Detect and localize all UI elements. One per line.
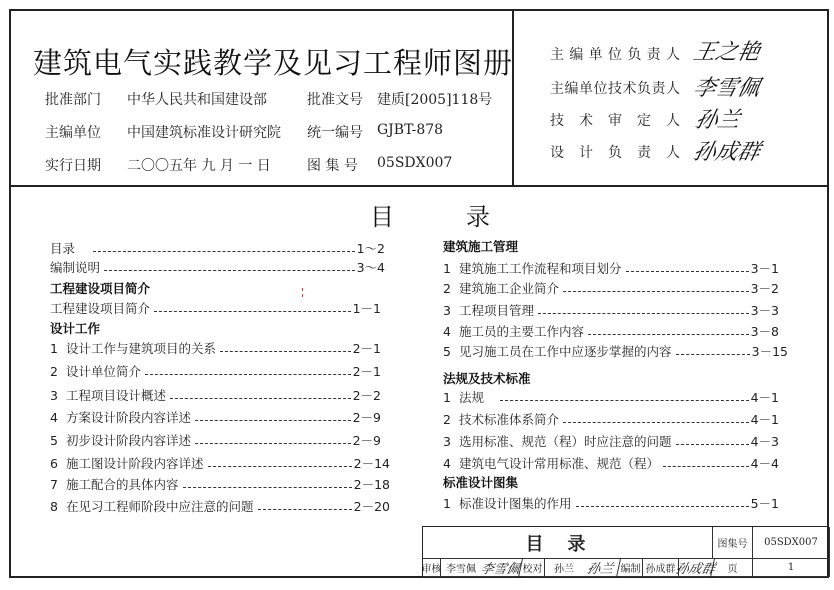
check-label: 校对: [521, 559, 545, 577]
leader-dots: [104, 270, 355, 271]
info-label: 实行日期: [45, 158, 101, 174]
toc-entry[interactable]: 4 建筑电气设计常用标准、规范（程） 4－4: [443, 456, 779, 471]
leader-dots: [145, 374, 351, 375]
info-value: 二〇〇五年 九 月 一 日: [127, 158, 271, 174]
review-signature: 李雪佩: [479, 559, 523, 577]
leader-dots: [170, 398, 351, 399]
info-label: 批准文号: [307, 92, 363, 108]
sheet-title: 目录: [423, 527, 713, 559]
toc-entry[interactable]: 1 法规 4－1: [443, 390, 779, 405]
toc-entry[interactable]: 1 标准设计图集的作用 5－1: [443, 496, 779, 511]
signature-tech-review: 孙兰: [692, 108, 743, 133]
draw-signature: 孙成群: [677, 559, 715, 577]
leader-dots: [183, 487, 352, 488]
info-value: 中华人民共和国建设部: [127, 92, 267, 108]
toc-entry[interactable]: 2 技术标准体系简介 4－1: [443, 412, 779, 427]
draw-label: 编制: [619, 559, 643, 577]
leader-dots: [626, 271, 749, 272]
toc-entry[interactable]: 4 方案设计阶段内容详述 2－9: [50, 410, 381, 425]
leader-dots: [563, 422, 749, 423]
page-number: 1: [753, 559, 830, 577]
toc-entry[interactable]: 工程建设项目简介 1－1: [50, 301, 381, 316]
leader-dots: [676, 354, 750, 355]
title-block: [9, 9, 514, 187]
info-label: 图 集 号: [307, 158, 358, 174]
sign-role-tech-review: 技 术 审 定 人: [550, 113, 680, 129]
leader-dots: [663, 466, 749, 467]
atlas-number-value: 05SDX007: [753, 527, 830, 559]
draw-name: 孙成群: [643, 559, 679, 577]
toc-section-heading: 建筑施工管理: [443, 239, 519, 254]
info-label: 批准部门: [45, 92, 101, 108]
drawing-titlebar: [422, 526, 829, 578]
toc-entry[interactable]: 3 工程项目管理 3－3: [443, 303, 779, 318]
info-value: 建质[2005]118号: [377, 92, 493, 108]
toc-entry[interactable]: 5 见习施工员在工作中应逐步掌握的内容 3－15: [443, 344, 788, 359]
info-value: 中国建筑标准设计研究院: [127, 125, 281, 141]
toc-title-left: 目: [370, 203, 394, 231]
leader-dots: [576, 506, 749, 507]
toc-entry[interactable]: 3 选用标准、规范（程）时应注意的问题 4－3: [443, 434, 779, 449]
leader-dots: [195, 443, 351, 444]
leader-dots: [258, 509, 352, 510]
toc-entry[interactable]: 4 施工员的主要工作内容 3－8: [443, 324, 779, 339]
signature-design-chief: 孙成群: [690, 140, 763, 165]
atlas-title: 建筑电气实践教学及见习工程师图册: [33, 46, 514, 80]
toc-entry[interactable]: 7 施工配合的具体内容 2－18: [50, 477, 390, 492]
toc-entry[interactable]: 目录 1～2: [50, 241, 385, 256]
leader-dots: [676, 444, 749, 445]
toc-entry[interactable]: 编制说明 3～4: [50, 260, 385, 275]
info-label: 统一编号: [307, 125, 363, 141]
signature-tech-chief: 李雪佩: [690, 76, 763, 101]
atlas-number-label: 图集号: [713, 527, 753, 559]
toc-entry[interactable]: 8 在见习工程师阶段中应注意的问题 2－20: [50, 499, 390, 514]
leader-dots: [500, 400, 749, 401]
toc-title-right: 录: [466, 203, 490, 231]
check-signature: 孙兰: [581, 559, 621, 577]
red-annotation-mark: [302, 288, 304, 297]
info-value: GJBT-878: [377, 122, 444, 138]
toc-entry[interactable]: 5 初步设计阶段内容详述 2－9: [50, 433, 381, 448]
leader-dots: [588, 334, 749, 335]
review-label: 审核: [423, 559, 441, 577]
toc-entry[interactable]: 3 工程项目设计概述 2－2: [50, 388, 381, 403]
toc-section-heading: 设计工作: [50, 321, 101, 336]
info-value: 05SDX007: [377, 155, 453, 171]
toc-entry[interactable]: 2 建筑施工企业简介 3－2: [443, 281, 779, 296]
toc-entry[interactable]: 2 设计单位简介 2－1: [50, 364, 381, 379]
review-name: 李雪佩: [441, 559, 481, 577]
toc-entry[interactable]: 1 建筑施工工作流程和项目划分 3－1: [443, 261, 779, 276]
toc-entry[interactable]: 1 设计工作与建筑项目的关系 2－1: [50, 341, 381, 356]
signature-block: [514, 9, 829, 187]
toc-section-heading: 法规及技术标准: [443, 371, 531, 386]
sign-role-tech-chief: 主 编 单 位 技 术 负 责 人: [550, 81, 680, 97]
check-name: 孙兰: [545, 559, 583, 577]
page-label: 页: [713, 559, 753, 577]
leader-dots: [563, 291, 749, 292]
toc-section-heading: 标准设计图集: [443, 475, 519, 490]
toc-section-heading: 工程建设项目简介: [50, 281, 151, 296]
toc-entry[interactable]: 6 施工图设计阶段内容详述 2－14: [50, 456, 390, 471]
info-label: 主编单位: [45, 125, 101, 141]
leader-dots: [220, 351, 351, 352]
leader-dots: [538, 313, 749, 314]
signature-chief-editor: 王之艳: [690, 40, 763, 65]
leader-dots: [195, 420, 351, 421]
leader-dots: [154, 311, 351, 312]
leader-dots: [93, 251, 355, 252]
leader-dots: [208, 466, 352, 467]
sign-role-design-chief: 设 计 负 责 人: [550, 145, 680, 161]
sign-role-chief-editor: 主 编 单 位 负 责 人: [550, 47, 680, 63]
